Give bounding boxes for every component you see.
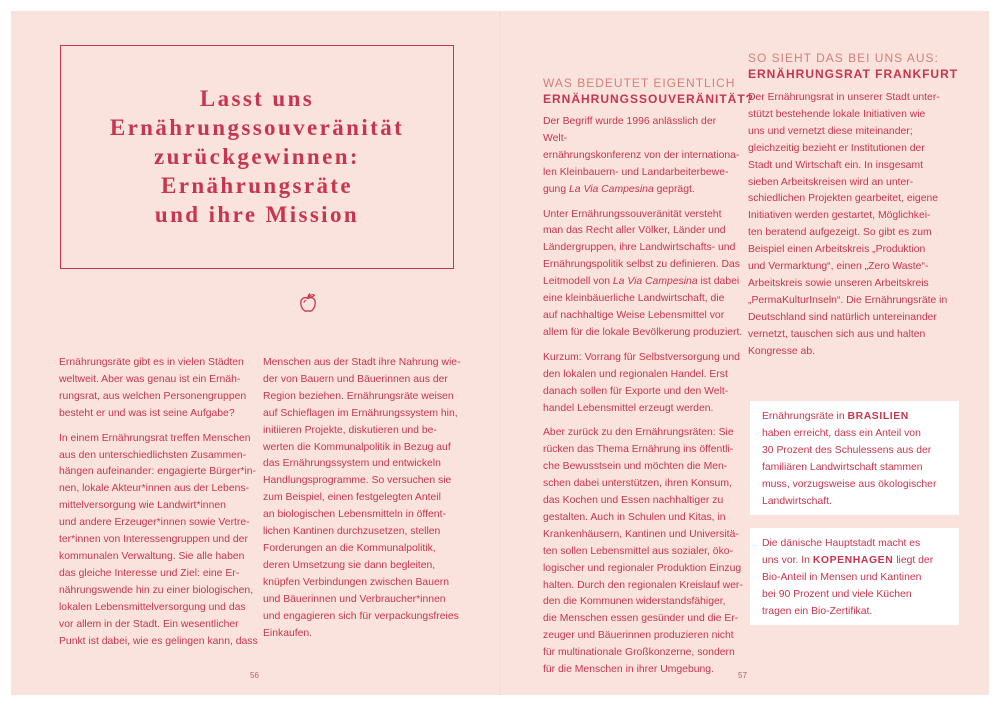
section-what-is xyxy=(543,75,755,687)
fact-text: Ernährungsräte in BRASILIEN haben erreicht, dass ein Anteil von 30 Prozent des Schulessens aus der familiären Landwirtschaft stammen muss, vorzugsweise aus ökologischer Landwirtschaft. xyxy=(762,411,937,507)
section-frankfurt xyxy=(748,50,963,369)
left-column-1 xyxy=(59,355,259,658)
section-heading-main: ERNÄHRUNGSSOUVERÄNITÄT? xyxy=(543,92,755,106)
title-frame xyxy=(60,45,454,269)
page-number-right: 57 xyxy=(738,671,747,680)
page-number-left: 56 xyxy=(250,671,259,680)
body-paragraph: Menschen aus der Stadt ihre Nahrung wie- der von Bauern und Bäuerinnen aus der Region beziehen. Ernährungsräte weisen auf Schieflagen im Ernährungssystem hin, initiieren Projekte, diskutieren und be- werten die Kommunalpolitik in Bezug auf das Ernährungssystem und entwickeln Handlungsprogramme. So versuchen sie zum Beispiel, einen festgelegten Anteil an biologischen Lebensmitteln in öffent- lichen Kantinen durchzusetzen, stellen Forderungen an die Kommunalpolitik, deren Umsetzung sie dann begleiten, knüpfen Verbindungen zwischen Bauern und Bäuerinnen und Verbraucher*innen und engagieren sich für verpackungsfreies Einkaufen. xyxy=(263,357,461,639)
body-paragraph: In einem Ernährungsrat treffen Menschen aus den unterschiedlichsten Zusammen- hängen aufeinander: engagierte Bürger*in- nen, lokale Akteur*innen aus der Lebens- mittelversorgung wie Landwirt*innen und andere Erzeuger*innen sowie Vertre- ter*innen von Interessengruppen und der kommunalen Verwaltung. Sie alle haben das gleiche Interesse und Ziel: eine Er- nährungswende hin zu einer biologischen, lokalen Lebensmittelversorgung und das vor allem in der Stadt. Ein wesentlicher Punkt ist dabei, wie es gelingen kann, dass xyxy=(59,432,258,647)
section-heading-sub: SO SIEHT DAS BEI UNS AUS: xyxy=(748,51,939,65)
fact-box-brasilien xyxy=(750,401,959,515)
apple-icon xyxy=(292,287,324,319)
chapter-title: Lasst uns Ernährungssouveränität zurückgewinnen: Ernährungsräte und ihre Mission xyxy=(109,86,405,227)
right-page xyxy=(500,11,989,695)
definition-paragraph: Der Begriff wurde 1996 anlässlich der Welt- ernährungskonferenz von der internationa- len Kleinbauern- und Landarbeiterbewe- gung La Via Campesina geprägt. xyxy=(543,116,740,195)
body-paragraph: Aber zurück zu den Ernährungsräten: Sie rücken das Thema Ernährung ins öffentli- che Bewusstsein und möchten die Men- schen dabei unterstützen, ihren Konsum, das Kochen und Essen nachhaltiger zu gestalten. Auch in Schulen und Kitas, in Krankenhäusern, Kantinen und Universitä- ten sollen Lebensmittel aus sozialer, öko- logischer und regionaler Produktion Einzug halten. Durch den regionalen Kreislauf wer- den die Kommunen widerstandsfähiger, die Menschen essen gesünder und die Er- zeuger und Bäuerinnen produzieren nicht für multinationale Großkonzerne, sondern für die Menschen in ihrer Umgebung. xyxy=(543,427,743,676)
book-spread xyxy=(11,11,989,695)
left-column-2 xyxy=(263,355,473,650)
left-page xyxy=(11,11,500,695)
body-paragraph: Der Ernährungsrat in unserer Stadt unter- stützt bestehende lokale Initiativen wie uns und vernetzt diese miteinander; gleichzeitig bezieht er Institutionen der Stadt und Wirtschaft ein. In insgesamt sieben Arbeitskreisen wird an unter- schiedlichen Projekten gearbeitet, eigene Initiativen werden gestartet, Möglichkei- ten beratend aufgezeigt. So gibt es zum Beispiel einen Arbeitskreis „Produktion und Vermarktung“, einen „Zero Waste“- Arbeitskreis sowie unseren Arbeitskreis „PermaKulturInseln“. Die Ernährungsräte in Deutschland sind natürlich untereinander vernetzt, tauschen sich aus und halten Kongresse ab. xyxy=(748,92,948,357)
section-heading-sub: WAS BEDEUTET EIGENTLICH xyxy=(543,76,736,90)
fact-box-kopenhagen xyxy=(750,528,959,625)
body-paragraph: Kurzum: Vorrang für Selbstversorgung und den lokalen und regionalen Handel. Erst danach sollen für Exporte und den Welt- handel Lebensmittel erzeugt werden. xyxy=(543,351,740,414)
intro-paragraph: Ernährungsräte gibt es in vielen Städten weltweit. Aber was genau ist ein Ernäh- rungsrat, aus welchen Personengruppen besteht er und was ist seine Aufgabe? xyxy=(59,357,247,419)
fact-text: Die dänische Hauptstadt macht es uns vor. In KOPENHAGEN liegt der Bio-Anteil in Mensen und Kantinen bei 90 Prozent und viele Küchen tragen ein Bio-Zertifikat. xyxy=(762,538,934,617)
definition-paragraph: Unter Ernährungssouveränität versteht man das Recht aller Völker, Länder und Ländergruppen, ihre Landwirtschafts- und Ernährungspolitik selbst zu definieren. Das Leitmodell von La Via Campesina ist dabei eine kleinbäuerliche Landwirtschaft, die auf nachhaltige Weise Lebensmittel vor allem für die lokale Bevölkerung produziert. xyxy=(543,208,743,338)
section-heading-main: ERNÄHRUNGSRAT FRANKFURT xyxy=(748,67,959,81)
